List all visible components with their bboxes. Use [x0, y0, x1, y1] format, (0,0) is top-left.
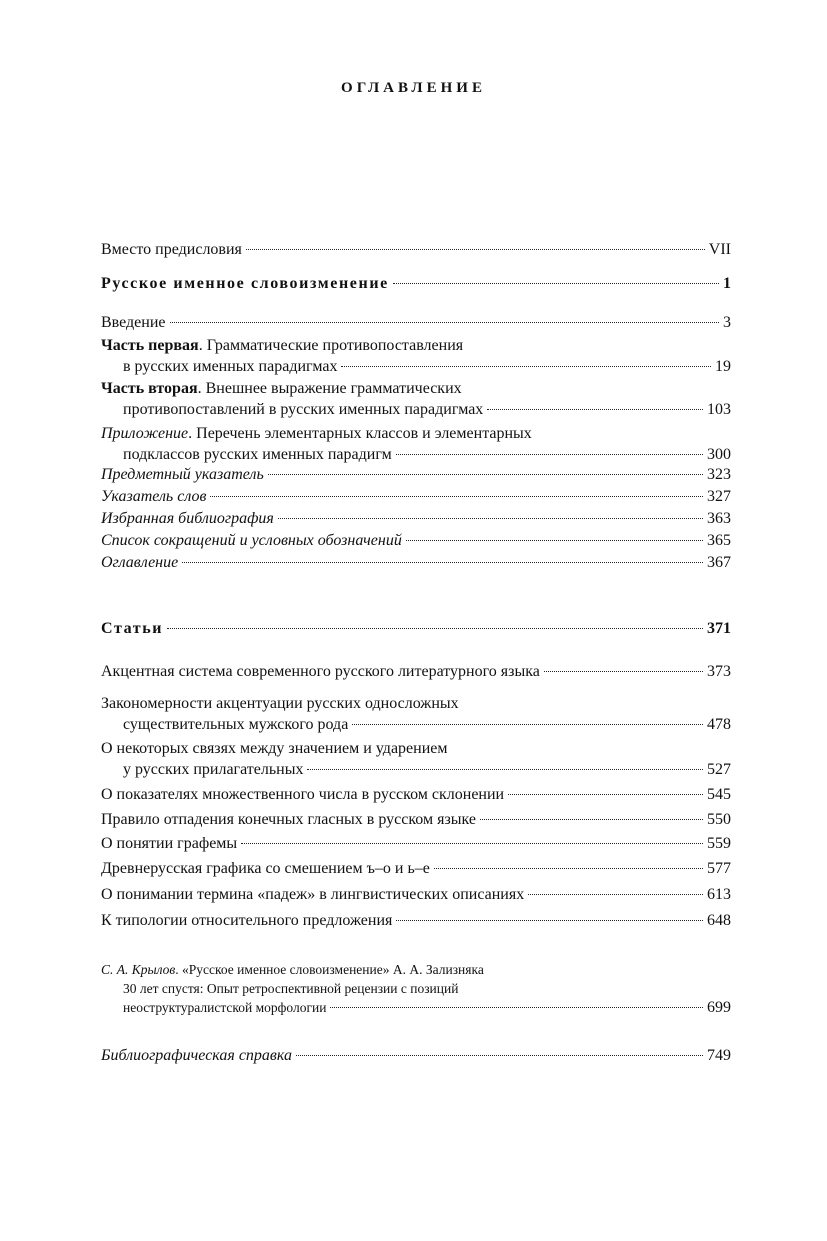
toc-entry-article[interactable]: [101, 738, 731, 780]
entry-continuation: в русских именных парадигмах: [123, 358, 338, 375]
leader-dots: [528, 894, 703, 895]
entry-label: Избранная библиография: [101, 510, 274, 527]
leader-dots: [544, 671, 703, 672]
toc-entry-article[interactable]: [101, 858, 731, 879]
page-number: 613: [707, 886, 731, 903]
leader-dots: [330, 1007, 703, 1008]
leader-dots: [434, 868, 703, 869]
leader-dots: [341, 366, 711, 367]
page-number: 367: [707, 554, 731, 571]
entry-label: Указатель слов: [101, 488, 207, 505]
part-label: Часть вторая: [101, 380, 198, 397]
entry-continuation: подклассов русских именных парадигм: [123, 446, 392, 463]
entry-first-line: [101, 335, 731, 356]
toc-entry-article[interactable]: [101, 661, 731, 682]
leader-dots: [480, 819, 703, 820]
page-number: 300: [707, 446, 731, 463]
entry-label: О понятии графемы: [101, 835, 238, 852]
entry-continuation: существительных мужского рода: [123, 716, 349, 733]
entry-title: . «Русское именное словоизменение» А. А. Зализняка: [175, 962, 484, 977]
toc-section-heading[interactable]: [101, 273, 731, 294]
entry-label: Предметный указатель: [101, 466, 264, 483]
page-number: 545: [707, 786, 731, 803]
leader-dots: [182, 562, 703, 563]
entry-continuation: неоструктуралистской морфологии: [123, 1000, 327, 1015]
leader-dots: [307, 769, 703, 770]
toc-entry-article[interactable]: [101, 884, 731, 905]
entry-label: Акцентная система современного русского литературного языка: [101, 663, 540, 680]
entry-label: Вместо предисловия: [101, 241, 242, 258]
entry-continuation: у русских прилагательных: [123, 761, 304, 778]
page-number: 365: [707, 532, 731, 549]
page-title: ОГЛАВЛЕНИЕ: [341, 80, 486, 96]
leader-dots: [167, 628, 703, 629]
page-number: 648: [707, 912, 731, 929]
entry-continuation: противопоставлений в русских именных парадигмах: [123, 401, 484, 418]
page-number: 371: [707, 620, 731, 637]
page-number: 559: [707, 835, 731, 852]
page-number: 323: [707, 466, 731, 483]
toc-entry-appendix[interactable]: [101, 423, 731, 465]
toc-entry-intro[interactable]: [101, 312, 731, 333]
leader-dots: [170, 322, 720, 323]
toc-entry-article[interactable]: [101, 809, 731, 830]
entry-label: Библиографическая справка: [101, 1047, 292, 1064]
entry-first-line: О некоторых связях между значением и ударением: [101, 740, 448, 757]
leader-dots: [396, 920, 703, 921]
page-number: 327: [707, 488, 731, 505]
leader-dots: [210, 496, 703, 497]
leader-dots: [246, 249, 705, 250]
section-title: Русское именное словоизменение: [101, 275, 389, 292]
page-number: 527: [707, 761, 731, 778]
page-number: 373: [707, 663, 731, 680]
toc-entry-article[interactable]: [101, 693, 731, 735]
entry-label: Список сокращений и условных обозначений: [101, 532, 402, 549]
entry-first-line: [101, 378, 731, 399]
page-number: 103: [707, 401, 731, 418]
leader-dots: [396, 454, 703, 455]
leader-dots: [296, 1055, 703, 1056]
entry-first-line: Закономерности акцентуации русских односложных: [101, 695, 459, 712]
author-name: С. А. Крылов: [101, 962, 176, 977]
entry-label: Правило отпадения конечных гласных в русском языке: [101, 811, 476, 828]
toc-entry-contents[interactable]: [101, 552, 731, 573]
toc-entry-bibliographic-reference[interactable]: [101, 1045, 731, 1066]
toc-entry-article[interactable]: [101, 833, 731, 854]
page-number: VII: [708, 241, 731, 258]
toc-entry-article[interactable]: [101, 784, 731, 805]
entry-first-line: [101, 960, 731, 979]
page-number: 550: [707, 811, 731, 828]
page-number: 699: [707, 999, 731, 1016]
page-number: 1: [723, 275, 731, 292]
entry-label: Древнерусская графика со смешением ъ–о и ь–е: [101, 860, 430, 877]
toc-entry-word-index[interactable]: [101, 486, 731, 507]
entry-continuation: 30 лет спустя: Опыт ретроспективной рецензии с позиций: [123, 981, 459, 996]
leader-dots: [278, 518, 703, 519]
toc-entry-part2[interactable]: [101, 378, 731, 420]
toc-entry-part1[interactable]: [101, 335, 731, 377]
page-number: 363: [707, 510, 731, 527]
leader-dots: [406, 540, 703, 541]
toc-entry-subject-index[interactable]: [101, 464, 731, 485]
entry-title: . Внешнее выражение грамматических: [197, 380, 462, 397]
entry-label: О понимании термина «падеж» в лингвистических описаниях: [101, 886, 525, 903]
leader-dots: [241, 843, 703, 844]
leader-dots: [268, 474, 703, 475]
part-label: Часть первая: [101, 337, 199, 354]
entry-first-line: [101, 423, 731, 444]
entry-title: . Перечень элементарных классов и элементарных: [188, 425, 532, 442]
toc-entry-krylov-review[interactable]: [101, 960, 731, 1017]
page-number: 3: [723, 314, 731, 331]
toc-section-heading[interactable]: [101, 618, 731, 639]
leader-dots: [487, 409, 703, 410]
entry-label: О показателях множественного числа в русском склонении: [101, 786, 505, 803]
toc-entry-preface[interactable]: [101, 239, 731, 260]
page-number: 577: [707, 860, 731, 877]
page-number: 478: [707, 716, 731, 733]
entry-label: Оглавление: [101, 554, 179, 571]
toc-entry-article[interactable]: [101, 910, 731, 931]
entry-label: Введение: [101, 314, 166, 331]
leader-dots: [393, 283, 719, 284]
section-title: Статьи: [101, 620, 164, 637]
page-number: 749: [707, 1047, 731, 1064]
leader-dots: [508, 794, 703, 795]
appendix-label: Приложение: [101, 425, 189, 442]
toc-entry-bibliography[interactable]: [101, 508, 731, 529]
toc-entry-abbreviations[interactable]: [101, 530, 731, 551]
page-number: 19: [715, 358, 731, 375]
entry-label: К типологии относительного предложения: [101, 912, 393, 929]
entry-title: . Грамматические противопоставления: [198, 337, 464, 354]
leader-dots: [352, 724, 703, 725]
